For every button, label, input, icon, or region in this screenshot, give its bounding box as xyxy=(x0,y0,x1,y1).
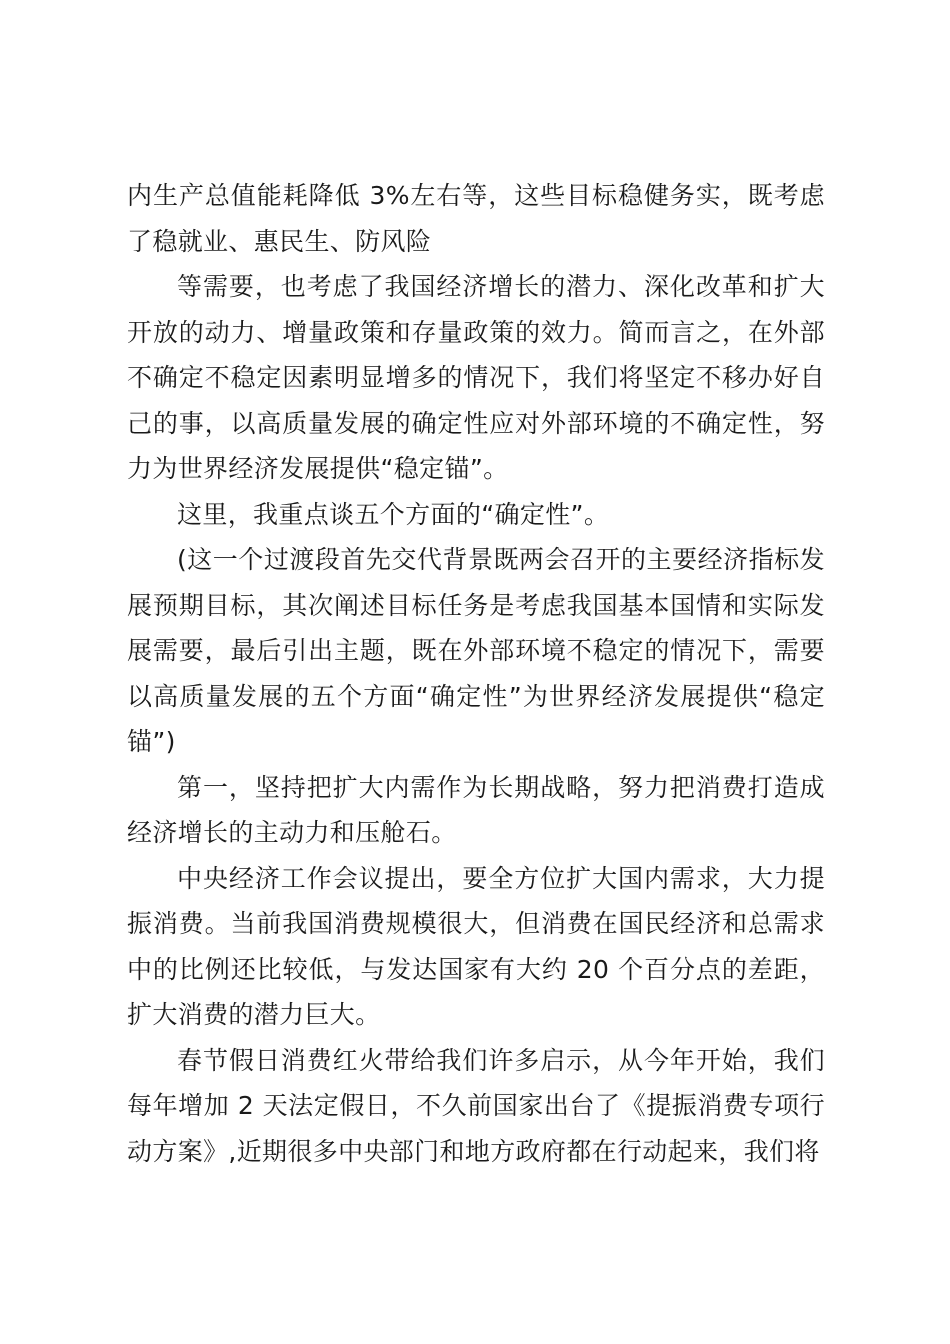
paragraph-5: 第一，坚持把扩大内需作为长期战略，努力把消费打造成经济增长的主动力和压舱石。 xyxy=(127,772,825,847)
paragraph-6: 中央经济工作会议提出，要全方位扩大国内需求，大力提振消费。当前我国消费规模很大，但消费在国民经济和总需求中的比例还比较低，与发达国家有大约 20 个百分点的差距，扩大消费的潜力巨大。 xyxy=(127,863,825,1029)
paragraph-1: 内生产总值能耗降低 3%左右等，这些目标稳健务实，既考虑了稳就业、惠民生、防风险 xyxy=(127,181,825,256)
paragraph-2: 等需要，也考虑了我国经济增长的潜力、深化改革和扩大开放的动力、增量政策和存量政策的效力。简而言之，在外部不确定不稳定因素明显增多的情况下，我们将坚定不移办好自己的事，以高质量发展的确定性应对外部环境的不确定性，努力为世界经济发展提供“稳定锚”。 xyxy=(127,272,825,483)
paragraph-4: (这一个过渡段首先交代背景既两会召开的主要经济指标发展预期目标，其次阐述目标任务是考虑我国基本国情和实际发展需要，最后引出主题，既在外部环境不稳定的情况下，需要以高质量发展的五个方面“确定性”为世界经济发展提供“稳定锚”) xyxy=(127,545,825,756)
paragraph-3: 这里，我重点谈五个方面的“确定性”。 xyxy=(177,499,610,529)
paragraph-7: 春节假日消费红火带给我们许多启示，从今年开始，我们每年增加 2 天法定假日，不久前国家出台了《提振消费专项行动方案》,近期很多中央部门和地方政府都在行动起来，我们将 xyxy=(127,1045,825,1166)
document-body xyxy=(127,173,825,1174)
